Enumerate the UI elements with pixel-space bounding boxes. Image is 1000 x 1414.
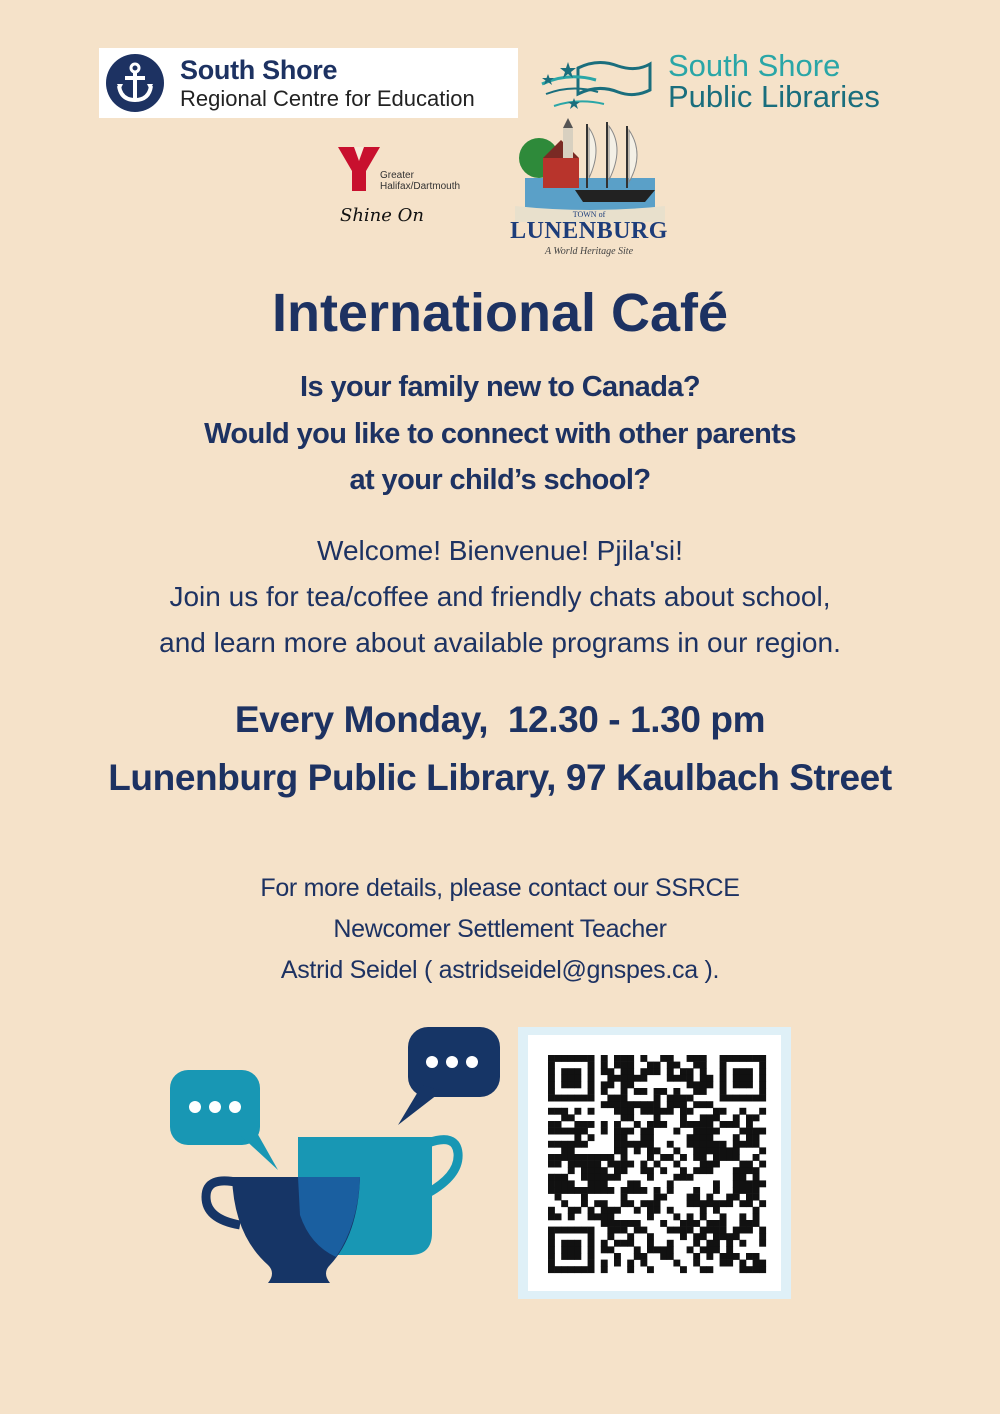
schedule: Every Monday, 12.30 - 1.30 pm [234, 699, 766, 740]
speech-bubble-left-icon [170, 1070, 278, 1170]
ymca-tagline: Shine On [340, 205, 424, 226]
page-title: International Café [271, 283, 729, 343]
contact-line-1: For more details, please contact our SSRCE [260, 874, 740, 902]
ssrce-logo [99, 48, 518, 118]
ymca-line1: Greater [380, 170, 414, 181]
speech-bubble-right-icon [398, 1027, 500, 1125]
question-line-1: Is your family new to Canada? [300, 371, 700, 403]
ymca-line2: Halifax/Dartmouth [380, 181, 461, 192]
ymca-logo [338, 145, 488, 235]
lunenburg-name: LUNENBURG [510, 218, 668, 244]
question-line-3: at your child’s school? [349, 464, 651, 496]
lunenburg-tagline: A World Heritage Site [544, 246, 634, 257]
sspl-name: South Shore [668, 48, 841, 83]
coffee-cups-illustration [160, 1025, 505, 1300]
lunenburg-emblem-icon [515, 118, 665, 223]
sspl-subtitle: Public Libraries [668, 79, 880, 114]
question-line-2: Would you like to connect with other parents [204, 418, 796, 450]
welcome-line-2: Join us for tea/coffee and friendly chats about school, [169, 581, 831, 612]
lunenburg-logo [505, 118, 673, 260]
ymca-y-icon [338, 145, 380, 193]
lunenburg-town-label: TOWN of [572, 210, 606, 219]
welcome-line-1: Welcome! Bienvenue! Pjila'si! [317, 535, 683, 566]
anchor-icon [106, 54, 164, 112]
ssrce-subtitle: Regional Centre for Education [180, 85, 475, 111]
contact-line-3: Astrid Seidel ( astridseidel@gnspes.ca ). [280, 956, 720, 984]
flag-stars-icon [538, 54, 668, 114]
sspl-logo [538, 50, 918, 122]
welcome-line-3: and learn more about available programs in our region. [159, 627, 841, 658]
contact-line-2: Newcomer Settlement Teacher [333, 915, 667, 943]
qr-code-frame [518, 1027, 791, 1299]
qr-code[interactable] [528, 1035, 781, 1291]
ssrce-name: South Shore [180, 54, 338, 85]
location: Lunenburg Public Library, 97 Kaulbach Street [108, 757, 892, 798]
